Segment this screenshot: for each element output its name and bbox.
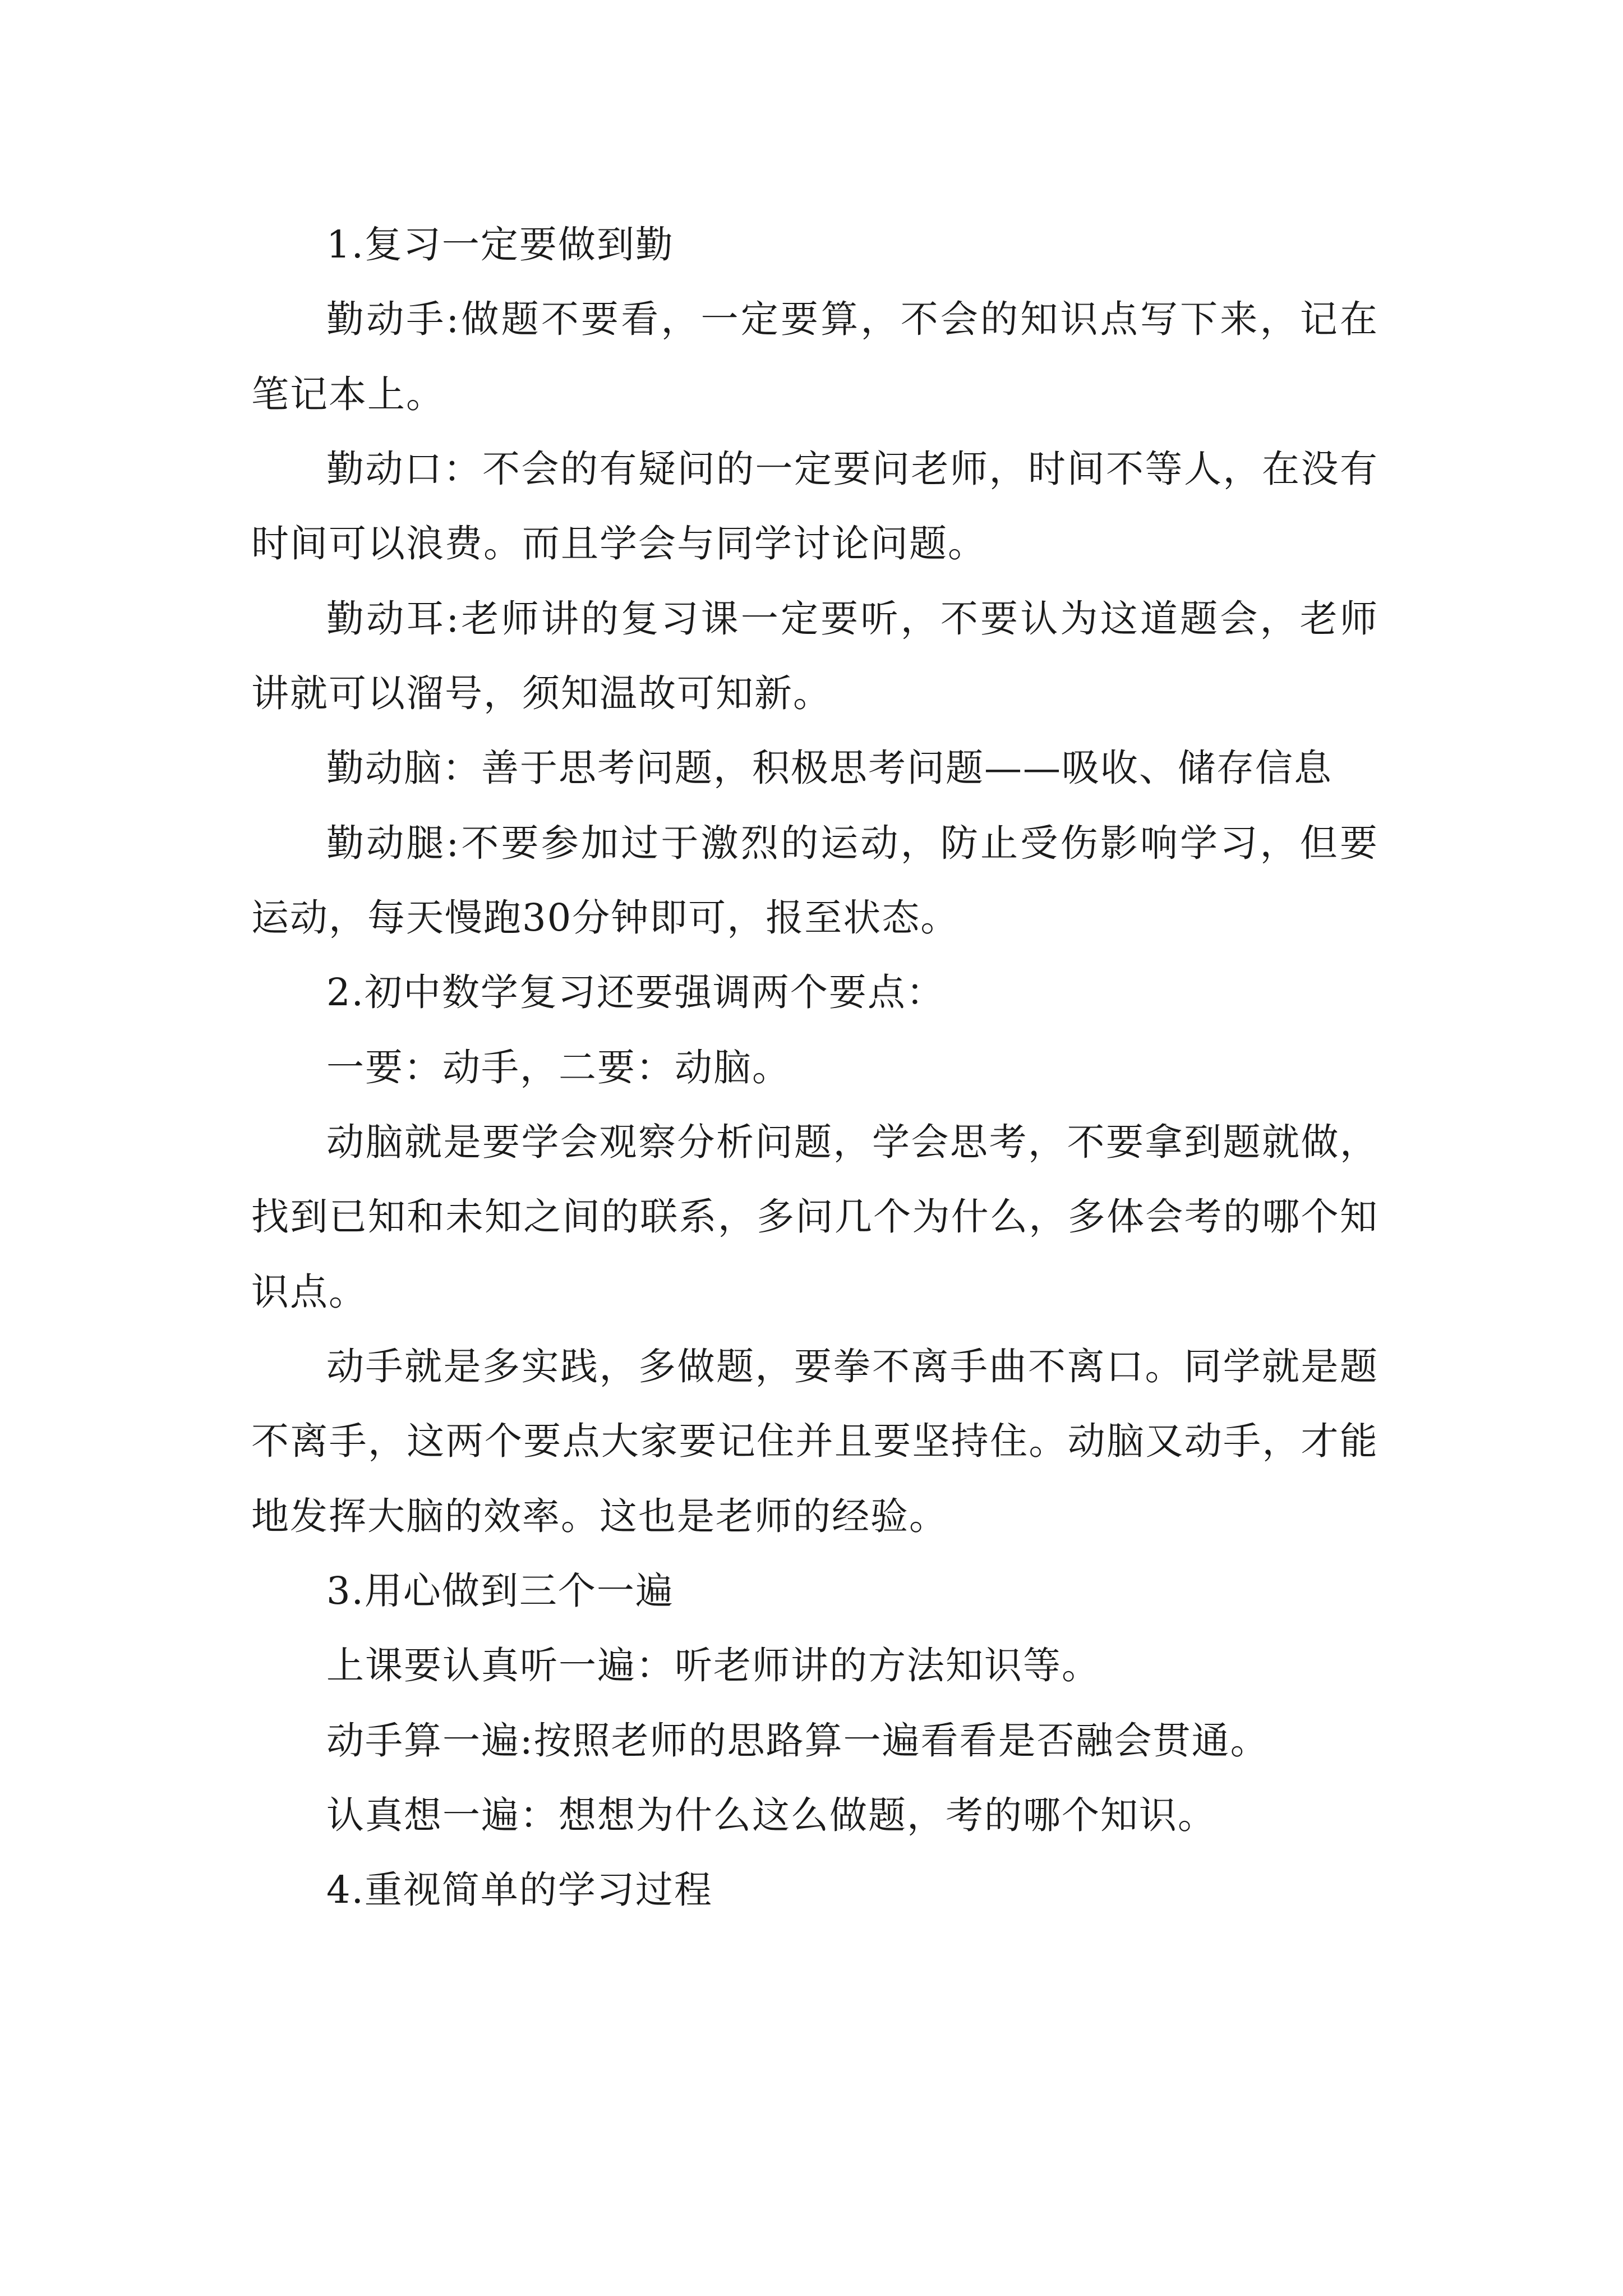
paragraph-8: 一要：动手，二要：动脑。 xyxy=(326,1045,791,1089)
paragraph-6: 勤动腿:不要参加过于激烈的运动，防止受伤影响学习，但要运动，每天慢跑30分钟即可，报至状态。 xyxy=(251,821,1378,940)
paragraph-14: 认真想一遍：想想为什么这么做题，考的哪个知识。 xyxy=(326,1793,1216,1837)
paragraph-10: 动手就是多实践，多做题，要拳不离手曲不离口。同学就是题不离手，这两个要点大家要记住并且要坚持住。动脑又动手，才能地发挥大脑的效率。这也是老师的经验。 xyxy=(251,1344,1378,1538)
paragraph-9: 动脑就是要学会观察分析问题，学会思考，不要拿到题就做，找到已知和未知之间的联系，多问几个为什么，多体会考的哪个知识点。 xyxy=(251,1120,1378,1314)
paragraph-12: 上课要认真听一遍：听老师讲的方法知识等。 xyxy=(326,1644,1100,1688)
paragraph-2: 勤动手:做题不要看，一定要算，不会的知识点写下来，记在笔记本上。 xyxy=(251,297,1378,416)
document-body xyxy=(251,208,1378,1928)
paragraph-13: 动手算一遍:按照老师的思路算一遍看看是否融会贯通。 xyxy=(326,1718,1269,1763)
paragraph-5: 勤动脑：善于思考问题，积极思考问题——吸收、储存信息 xyxy=(326,746,1332,790)
paragraph-7: 2.初中数学复习还要强调两个要点： xyxy=(326,970,945,1015)
paragraph-1: 1.复习一定要做到勤 xyxy=(326,223,674,266)
paragraph-4: 勤动耳:老师讲的复习课一定要听，不要认为这道题会，老师讲就可以溜号，须知温故可知新。 xyxy=(251,596,1378,715)
paragraph-11: 3.用心做到三个一遍 xyxy=(326,1568,674,1613)
paragraph-3: 勤动口：不会的有疑问的一定要问老师，时间不等人，在没有时间可以浪费。而且学会与同学讨论问题。 xyxy=(251,447,1378,566)
paragraph-15: 4.重视简单的学习过程 xyxy=(326,1868,713,1912)
